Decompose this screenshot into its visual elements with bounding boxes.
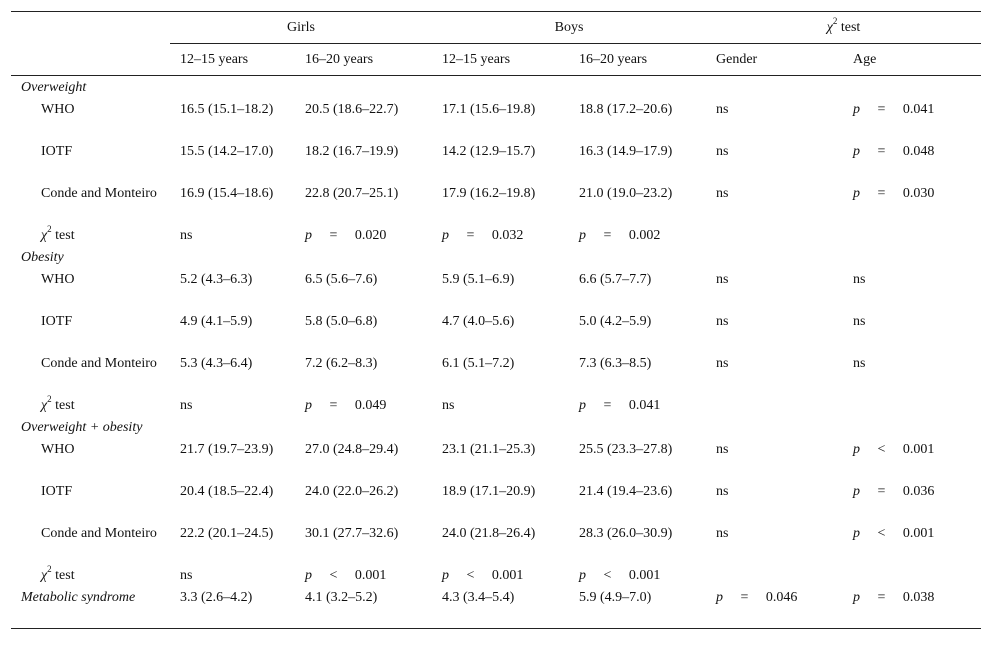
value-cell: 20.5 (18.6–22.7) <box>305 102 399 117</box>
p-symbol: p <box>716 590 724 605</box>
value-cell: 16.3 (14.9–17.9) <box>579 144 673 159</box>
section-row-overweight <box>11 76 981 99</box>
row-label: WHO <box>41 442 75 457</box>
p-value: = 0.020 <box>312 228 387 243</box>
col-girls-16-20: 16–20 years <box>295 44 432 76</box>
value-cell: 17.1 (15.6–19.8) <box>442 102 536 117</box>
row-label: WHO <box>41 102 75 117</box>
value-cell: ns <box>716 442 729 457</box>
value-cell: 24.0 (22.0–26.2) <box>305 484 399 499</box>
value-cell: ns <box>853 314 866 329</box>
data-row-obesity-conde <box>11 352 981 394</box>
row-label: IOTF <box>41 484 73 499</box>
value-cell: 27.0 (24.8–29.4) <box>305 442 399 457</box>
value-cell: ns <box>853 272 866 287</box>
value-cell: 4.7 (4.0–5.6) <box>442 314 515 329</box>
value-cell <box>843 586 981 629</box>
p-value: = 0.038 <box>860 590 935 605</box>
value-cell: 21.4 (19.4–23.6) <box>579 484 673 499</box>
p-value: < 0.001 <box>312 568 387 583</box>
data-row-overweight_obesity-iotf <box>11 480 981 522</box>
row-label: $\chi^2$ test <box>41 564 75 583</box>
value-cell <box>569 564 706 586</box>
value-cell: ns <box>442 398 455 413</box>
value-cell: ns <box>716 356 729 371</box>
value-cell: 4.9 (4.1–5.9) <box>180 314 253 329</box>
header-girls: Girls <box>170 12 432 44</box>
value-cell: 21.0 (19.0–23.2) <box>579 186 673 201</box>
row-label: Conde and Monteiro <box>41 186 157 201</box>
value-cell <box>843 98 981 140</box>
row-label: Conde and Monteiro <box>41 356 157 371</box>
value-cell <box>295 224 432 246</box>
value-cell: ns <box>180 568 193 583</box>
value-cell <box>295 564 432 586</box>
row-label: $\chi^2$ test <box>41 224 75 243</box>
value-cell <box>432 224 569 246</box>
value-cell: 3.3 (2.6–4.2) <box>170 586 295 629</box>
col-boys-16-20: 16–20 years <box>569 44 706 76</box>
section-title: Obesity <box>21 250 64 265</box>
row-label: IOTF <box>41 144 73 159</box>
value-cell: 5.2 (4.3–6.3) <box>180 272 253 287</box>
p-symbol: p <box>442 228 449 243</box>
value-cell: 14.2 (12.9–15.7) <box>442 144 536 159</box>
p-symbol: p <box>579 228 586 243</box>
value-cell <box>706 586 843 629</box>
p-symbol: p <box>579 398 586 413</box>
data-row-overweight-who <box>11 98 981 140</box>
col-boys-12-15: 12–15 years <box>432 44 569 76</box>
value-cell: 7.3 (6.3–8.5) <box>579 356 652 371</box>
p-symbol: p <box>853 186 861 201</box>
header-blank-2 <box>11 44 170 76</box>
value-cell: 21.7 (19.7–23.9) <box>180 442 274 457</box>
p-symbol: p <box>853 102 861 117</box>
section-row-overweight_obesity <box>11 416 981 438</box>
value-cell <box>706 564 843 586</box>
col-age: Age <box>843 44 981 76</box>
p-value: < 0.001 <box>860 526 935 541</box>
p-symbol: p <box>853 442 861 457</box>
value-cell: 15.5 (14.2–17.0) <box>180 144 274 159</box>
header-blank <box>11 12 170 44</box>
section-title: Overweight + obesity <box>21 420 143 435</box>
p-value: = 0.046 <box>723 590 798 605</box>
value-cell: 5.9 (4.9–7.0) <box>569 586 706 629</box>
value-cell <box>569 224 706 246</box>
value-cell: ns <box>716 314 729 329</box>
value-cell: 22.2 (20.1–24.5) <box>180 526 274 541</box>
value-cell: ns <box>853 356 866 371</box>
section-title: Metabolic syndrome <box>11 586 170 629</box>
value-cell: 18.9 (17.1–20.9) <box>442 484 536 499</box>
value-cell: 20.4 (18.5–22.4) <box>180 484 274 499</box>
value-cell: ns <box>716 484 729 499</box>
data-row-overweight-iotf <box>11 140 981 182</box>
p-value: = 0.032 <box>449 228 524 243</box>
row-label: Conde and Monteiro <box>41 526 157 541</box>
col-gender: Gender <box>706 44 843 76</box>
value-cell <box>295 394 432 416</box>
value-cell <box>843 480 981 522</box>
value-cell: 4.1 (3.2–5.2) <box>295 586 432 629</box>
value-cell <box>569 394 706 416</box>
value-cell: 25.5 (23.3–27.8) <box>579 442 673 457</box>
value-cell <box>432 564 569 586</box>
value-cell: 30.1 (27.7–32.6) <box>305 526 399 541</box>
value-cell: 28.3 (26.0–30.9) <box>579 526 673 541</box>
value-cell <box>706 394 843 416</box>
p-value: < 0.001 <box>860 442 935 457</box>
value-cell: 17.9 (16.2–19.8) <box>442 186 536 201</box>
p-symbol: p <box>579 568 586 583</box>
row-label: WHO <box>41 272 75 287</box>
p-symbol: p <box>853 526 861 541</box>
data-row-overweight-conde <box>11 182 981 224</box>
value-cell: 4.3 (3.4–5.4) <box>432 586 569 629</box>
value-cell: ns <box>180 228 193 243</box>
data-row-overweight_obesity-who <box>11 438 981 480</box>
p-value: = 0.036 <box>860 484 935 499</box>
header-chi-test: $\chi^2$ test <box>706 12 981 44</box>
value-cell: 5.8 (5.0–6.8) <box>305 314 378 329</box>
p-symbol: p <box>853 590 861 605</box>
p-value: = 0.041 <box>860 102 935 117</box>
value-cell: 6.1 (5.1–7.2) <box>442 356 515 371</box>
data-row-obesity-who <box>11 268 981 310</box>
header-row-groups <box>11 12 981 44</box>
value-cell: ns <box>716 272 729 287</box>
col-girls-12-15: 12–15 years <box>170 44 295 76</box>
prevalence-table <box>11 11 981 629</box>
value-cell: 18.8 (17.2–20.6) <box>579 102 673 117</box>
section-row-obesity <box>11 246 981 268</box>
p-value: = 0.041 <box>586 398 661 413</box>
p-value: < 0.001 <box>586 568 661 583</box>
p-value: = 0.049 <box>312 398 387 413</box>
value-cell <box>843 564 981 586</box>
value-cell: 5.0 (4.2–5.9) <box>579 314 652 329</box>
header-boys: Boys <box>432 12 706 44</box>
value-cell: 18.2 (16.7–19.9) <box>305 144 399 159</box>
p-symbol: p <box>305 568 312 583</box>
value-cell <box>843 522 981 564</box>
p-value: = 0.048 <box>860 144 935 159</box>
value-cell: 24.0 (21.8–26.4) <box>442 526 536 541</box>
p-symbol: p <box>305 228 312 243</box>
p-symbol: p <box>442 568 449 583</box>
value-cell: 5.3 (4.3–6.4) <box>180 356 253 371</box>
data-row-obesity-iotf <box>11 310 981 352</box>
data-row-obesity-chi <box>11 394 981 416</box>
value-cell: 16.9 (15.4–18.6) <box>180 186 274 201</box>
value-cell: ns <box>716 144 729 159</box>
data-row-overweight_obesity-conde <box>11 522 981 564</box>
value-cell: 6.5 (5.6–7.6) <box>305 272 378 287</box>
row-label: $\chi^2$ test <box>41 394 75 413</box>
p-value: = 0.002 <box>586 228 661 243</box>
value-cell <box>843 394 981 416</box>
value-cell <box>843 224 981 246</box>
value-cell: 22.8 (20.7–25.1) <box>305 186 399 201</box>
value-cell: ns <box>716 526 729 541</box>
value-cell: 23.1 (21.1–25.3) <box>442 442 536 457</box>
data-row-overweight-chi <box>11 224 981 246</box>
value-cell <box>706 224 843 246</box>
value-cell: 6.6 (5.7–7.7) <box>579 272 652 287</box>
p-symbol: p <box>305 398 312 413</box>
value-cell: 5.9 (5.1–6.9) <box>442 272 515 287</box>
p-symbol: p <box>853 144 861 159</box>
value-cell <box>843 140 981 182</box>
value-cell <box>843 438 981 480</box>
value-cell: 7.2 (6.2–8.3) <box>305 356 378 371</box>
value-cell: ns <box>716 186 729 201</box>
data-row-overweight_obesity-chi <box>11 564 981 586</box>
value-cell: 16.5 (15.1–18.2) <box>180 102 274 117</box>
p-value: = 0.030 <box>860 186 935 201</box>
value-cell: ns <box>180 398 193 413</box>
header-row-columns <box>11 44 981 76</box>
data-row-metabolic <box>11 586 981 629</box>
section-title: Overweight <box>21 80 87 95</box>
row-label: IOTF <box>41 314 73 329</box>
p-value: < 0.001 <box>449 568 524 583</box>
value-cell: ns <box>716 102 729 117</box>
value-cell <box>843 182 981 224</box>
p-symbol: p <box>853 484 861 499</box>
